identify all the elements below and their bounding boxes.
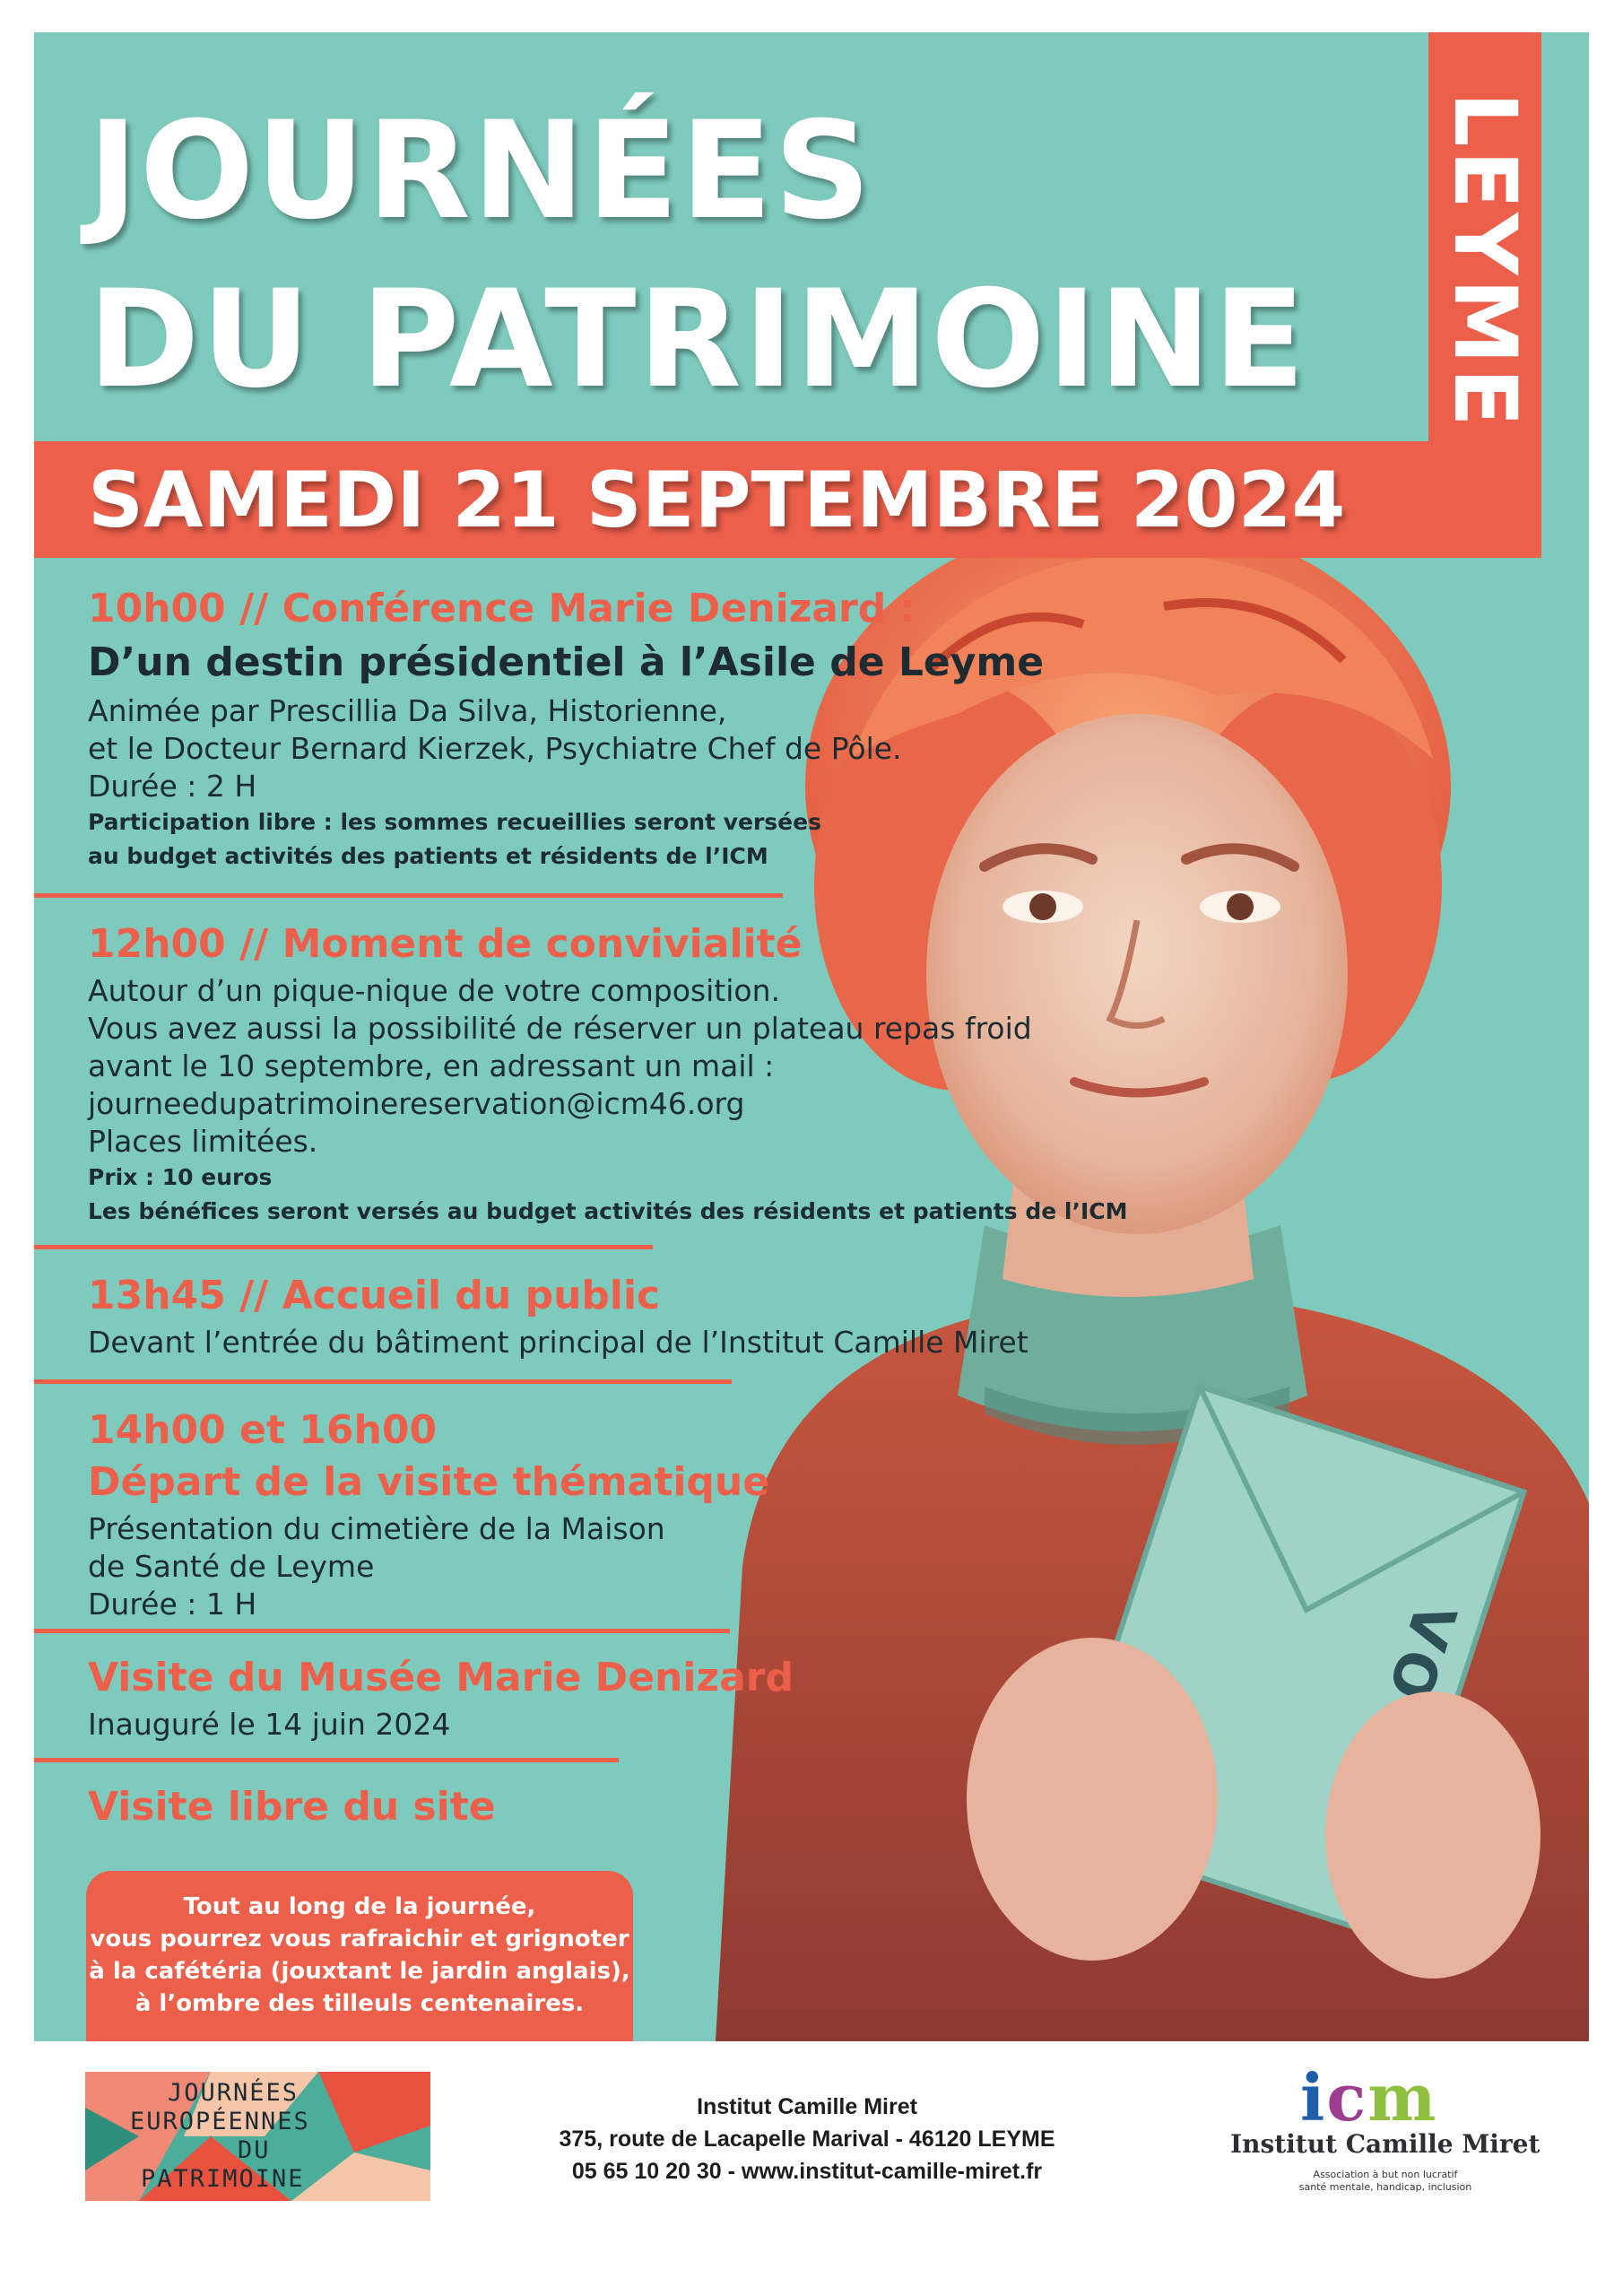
- cafe-line: Tout au long de la journée,: [183, 1893, 536, 1920]
- icm-tagline: [1273, 2169, 1497, 2194]
- section-line: Durée : 1 H: [88, 1587, 257, 1622]
- section-heading: Visite libre du site: [88, 1784, 496, 1830]
- section-line: et le Docteur Bernard Kierzek, Psychiatre Chef de Pôle.: [88, 731, 902, 766]
- program-lunch: [88, 918, 1127, 1229]
- jep-line: EUROPÉENNES: [130, 2108, 310, 2135]
- section-note: Participation libre : les sommes recueillies seront versées: [88, 809, 821, 835]
- icm-letter-m: m: [1367, 2059, 1438, 2135]
- reservation-email: journeedupatrimoinereservation@icm46.org: [88, 1086, 745, 1121]
- separator: [34, 1758, 619, 1762]
- program-free-visit: [88, 1781, 496, 1833]
- separator: [34, 1379, 732, 1384]
- icm-name: Institut Camille Miret: [1230, 2129, 1541, 2159]
- section-line: Inauguré le 14 juin 2024: [88, 1707, 451, 1742]
- phone-website: 05 65 10 20 30 - www.institut-camille-miret.fr: [571, 2159, 1043, 2184]
- jep-line: JOURNÉES: [168, 2079, 299, 2107]
- section-heading: Visite du Musée Marie Denizard: [88, 1655, 794, 1700]
- section-line: Durée : 2 H: [88, 769, 257, 804]
- section-line: de Santé de Leyme: [88, 1549, 375, 1584]
- event-date: SAMEDI 21 SEPTEMBRE 2024: [88, 456, 1346, 545]
- section-note: Prix : 10 euros: [88, 1164, 273, 1190]
- footer: [0, 2041, 1623, 2296]
- program-museum: [88, 1652, 794, 1744]
- institute-name: Institut Camille Miret: [697, 2094, 917, 2119]
- section-heading: Départ de la visite thématique: [88, 1459, 770, 1505]
- title-line-2: DU PATRIMOINE: [88, 262, 1307, 418]
- section-heading: 10h00 // Conférence Marie Denizard :: [88, 586, 916, 631]
- section-line: Animée par Prescillia Da Silva, Historienne,: [88, 693, 727, 728]
- program-welcome: [88, 1270, 1028, 1361]
- street-address: 375, route de Lacapelle Marival - 46120 LEYME: [559, 2126, 1055, 2152]
- separator: [34, 1629, 730, 1633]
- section-heading: 14h00 et 16h00: [88, 1407, 438, 1453]
- town-band: [1428, 32, 1541, 558]
- jep-line: PATRIMOINE: [141, 2165, 305, 2193]
- cafe-line: à l’ombre des tilleuls centenaires.: [135, 1990, 585, 2017]
- cafeteria-info-box: [86, 1871, 633, 2041]
- section-line: avant le 10 septembre, en adressant un mail :: [88, 1048, 775, 1083]
- date-band: [34, 441, 1428, 558]
- program-visit: [88, 1405, 769, 1623]
- cafe-line: à la cafétéria (jouxtant le jardin anglais),: [89, 1958, 630, 1985]
- icm-letter-c: c: [1326, 2059, 1368, 2135]
- title-line-1: JOURNÉES: [88, 93, 873, 249]
- program-conference: [88, 583, 1044, 874]
- icm-tagline-line: Association à but non lucratif: [1313, 2169, 1458, 2180]
- icm-letter-i: i: [1300, 2059, 1327, 2135]
- section-note: Les bénéfices seront versés au budget activités des résidents et patients de l’ICM: [88, 1198, 1128, 1224]
- section-line: Devant l’entrée du bâtiment principal de l’Institut Camille Miret: [88, 1325, 1028, 1360]
- town-label: LEYME: [1435, 91, 1535, 430]
- section-line: Présentation du cimetière de la Maison: [88, 1511, 665, 1546]
- section-line: Places limitées.: [88, 1124, 318, 1159]
- separator: [34, 1245, 653, 1249]
- jep-logo: [85, 2072, 430, 2201]
- cafe-line: vous pourrez vous rafraichir et grignoter: [90, 1926, 629, 1952]
- section-subtitle: D’un destin présidentiel à l’Asile de Leyme: [88, 639, 1045, 685]
- poster: [34, 32, 1589, 2041]
- section-note: au budget activités des patients et résidents de l’ICM: [88, 843, 768, 869]
- jep-line: DU: [238, 2136, 271, 2164]
- section-heading: 12h00 // Moment de convivialité: [88, 921, 803, 967]
- section-line: Autour d’un pique-nique de votre composition.: [88, 973, 780, 1008]
- section-heading: 13h45 // Accueil du public: [88, 1273, 661, 1318]
- section-line: Vous avez aussi la possibilité de réserver un plateau repas froid: [88, 1011, 1032, 1046]
- icm-tagline-line: santé mentale, handicap, inclusion: [1298, 2181, 1472, 2193]
- separator: [34, 893, 783, 898]
- icm-logo: [1300, 2059, 1437, 2135]
- institute-address: [484, 2091, 1130, 2187]
